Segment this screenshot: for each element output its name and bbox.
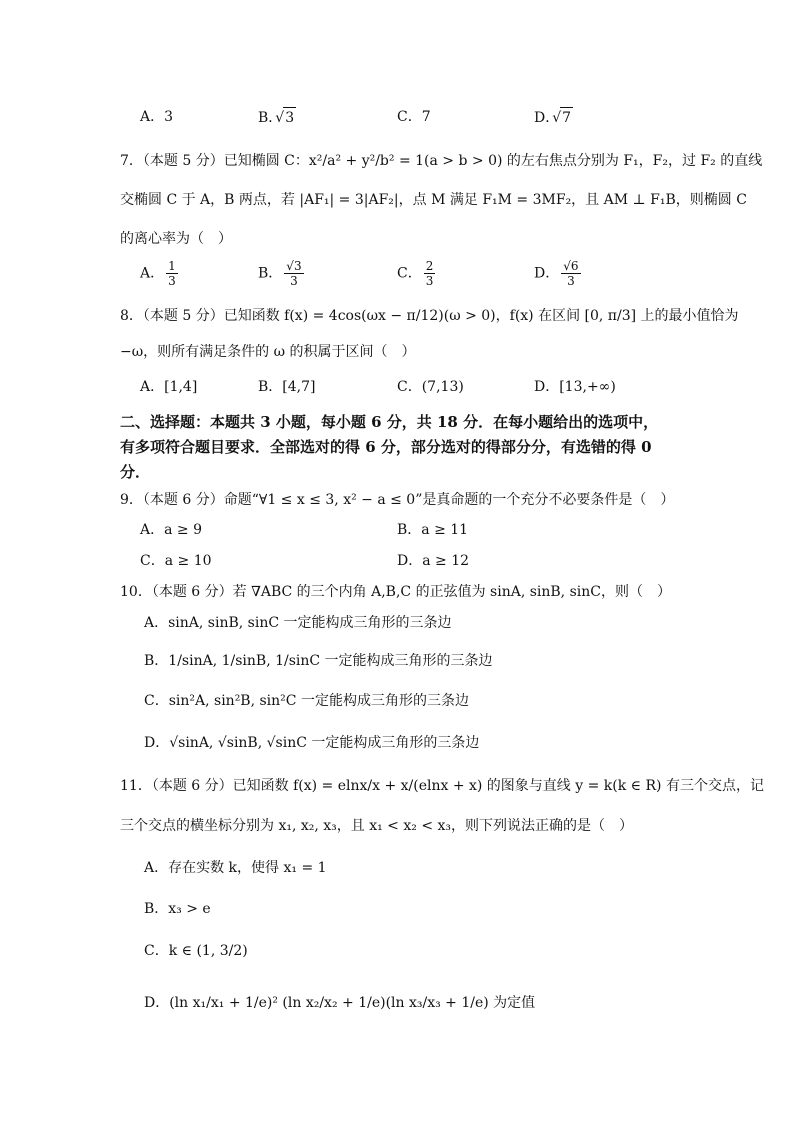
q10-option-b: B．1/sinA, 1/sinB, 1/sinC 一定能构成三角形的三条边 [144, 653, 493, 669]
q11-option-d: D．(ln x₁/x₁ + 1/e)² (ln x₂/x₂ + 1/e)(ln x₃/x₃ + 1/e) 为定值 [144, 995, 536, 1011]
q9-stem: 9．（本题 6 分）命题“∀1 ≤ x ≤ 3, x² − a ≤ 0”是真命题的一个充分不必要条件是（ ） [120, 492, 675, 508]
q9-option-c: C．a ≥ 10 [140, 553, 212, 569]
q7-option-b: B． $\frac{√3}{3}$ [258, 259, 302, 288]
q10-option-d: D．√sinA, √sinB, √sinC 一定能构成三角形的三条边 [144, 735, 480, 751]
q9-option-d: D．a ≥ 12 [397, 553, 470, 569]
q7-option-c: C． $\frac{2}{3}$ [397, 259, 434, 288]
q8-stem-line2: −ω，则所有满足条件的 ω 的积属于区间（ ） [120, 344, 416, 360]
q7-stem-line1: 7．（本题 5 分）已知椭圆 C：x²/a² + y²/b² = 1(a > b > 0) 的左右焦点分别为 F₁，F₂，过 F₂ 的直线 [120, 153, 763, 169]
q11-stem-line1: 11．（本题 6 分）已知函数 f(x) = elnx/x + x/(elnx + x) 的图象与直线 y = k(k ∈ R) 有三个交点，记 [120, 778, 764, 794]
q8-option-c: C．(7,13) [397, 379, 464, 395]
q8-option-d: D．[13,+∞) [534, 379, 616, 395]
q6-option-c: C．7 [397, 109, 431, 125]
section-heading-line3: 分． [120, 463, 151, 481]
q6-option-a: A．3 [140, 109, 174, 125]
q11-option-b: B．x₃ > e [144, 901, 211, 917]
q7-stem-line2: 交椭圆 C 于 A，B 两点，若 |AF₁| = 3|AF₂|，点 M 满足 F₁M = 3MF₂，且 AM ⊥ F₁B，则椭圆 C [120, 192, 747, 208]
section-heading-line1: 二、选择题：本题共 3 小题，每小题 6 分，共 18 分．在每小题给出的选项中， [120, 413, 659, 431]
q10-stem: 10．（本题 6 分）若 ∇ABC 的三个内角 A,B,C 的正弦值为 sinA, sinB, sinC，则（ ） [120, 584, 671, 600]
section-heading-line2: 有多项符合题目要求．全部选对的得 6 分，部分选对的得部分分，有选错的得 0 [120, 438, 652, 456]
q8-option-a: A．[1,4] [140, 379, 198, 395]
q11-option-a: A．存在实数 k，使得 x₁ = 1 [144, 860, 327, 876]
q11-option-c: C．k ∈ (1, 3/2) [144, 943, 248, 959]
q7-option-a: A． $\frac{1}{3}$ [140, 259, 176, 288]
sqrt-radicand: √ 7 [560, 107, 573, 128]
q6-option-d: D．√ 7 [534, 107, 573, 128]
q8-option-b: B．[4,7] [258, 379, 316, 395]
q7-option-d: D． $\frac{√6}{3}$ [534, 259, 579, 288]
q10-option-a: A．sinA, sinB, sinC 一定能构成三角形的三条边 [144, 615, 452, 631]
q9-option-b: B．a ≥ 11 [397, 522, 469, 538]
q10-option-c: C．sin²A, sin²B, sin²C 一定能构成三角形的三条边 [144, 693, 469, 709]
q7-stem-line3: 的离心率为（ ） [120, 231, 232, 247]
q9-option-a: A．a ≥ 9 [140, 522, 202, 538]
q6-option-b: B．√ 3 [258, 107, 296, 128]
q8-stem-line1: 8．（本题 5 分）已知函数 f(x) = 4cos(ωx − π/12)(ω > 0)，f(x) 在区间 [0, π/3] 上的最小值恰为 [120, 308, 739, 324]
sqrt-radicand: √ 3 [283, 107, 296, 128]
q11-stem-line2: 三个交点的横坐标分别为 x₁, x₂, x₃，且 x₁ < x₂ < x₃，则下列说法正确的是（ ） [120, 818, 634, 834]
